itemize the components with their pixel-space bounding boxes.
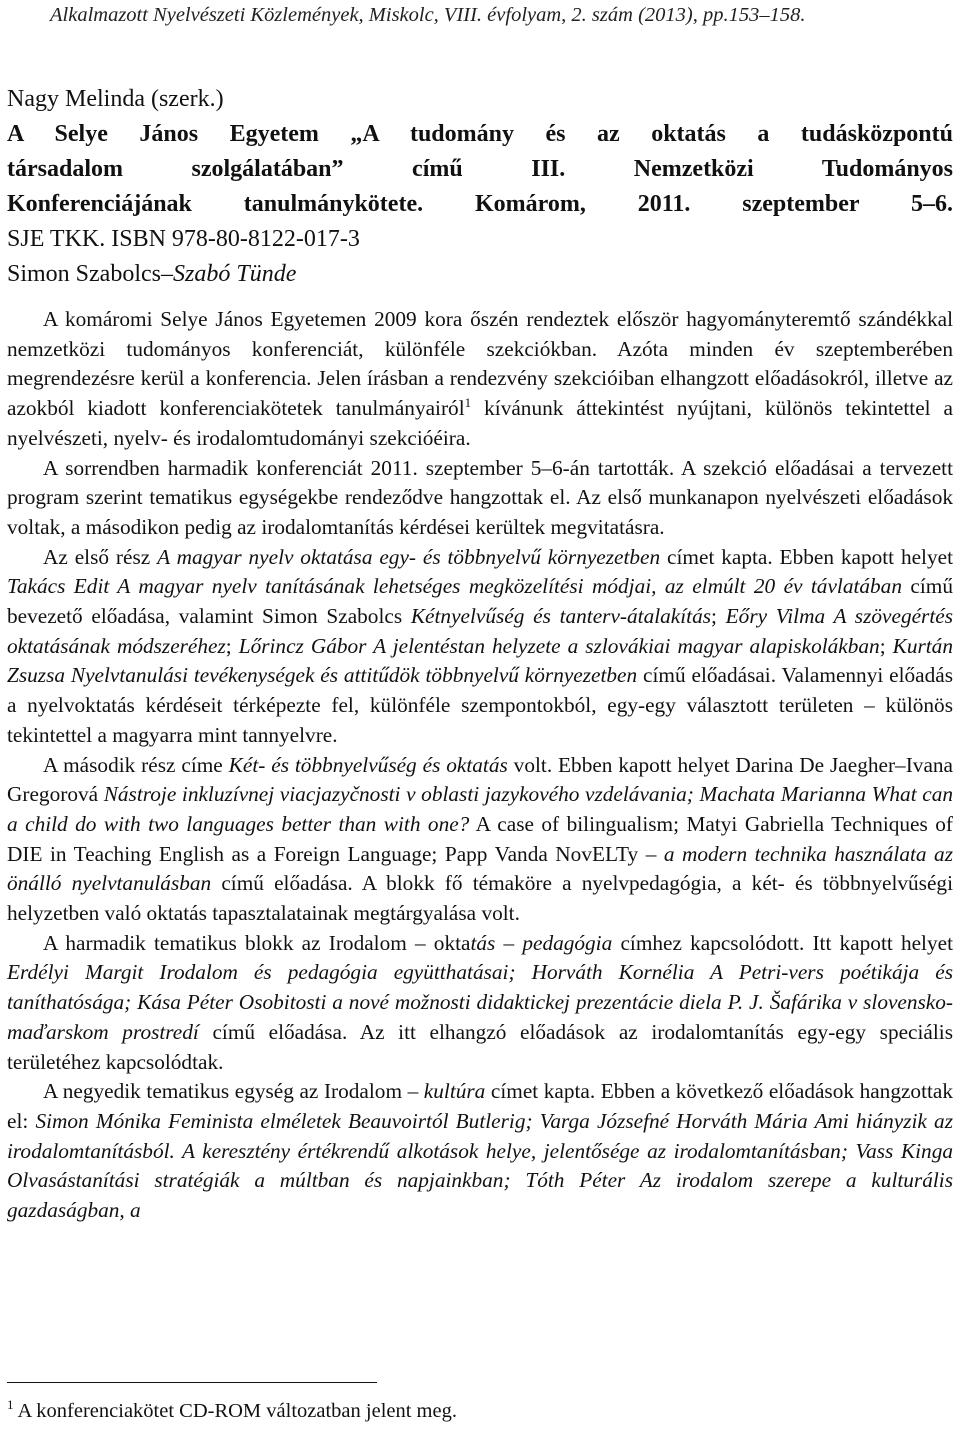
paragraph-4: [7, 751, 953, 929]
text-run: című előadása. A blokk fő témaköre a nyelvpedagógia, a két- és többnyelvűségi helyzetben való oktatás tapasztalatainak megtárgyalása volt.: [7, 871, 953, 926]
text-run: A magyar nyelv oktatása egy- és többnyelvű környezetben: [157, 544, 661, 569]
text-run: címet kapta. Ebben a következő előadások hangzottak el:: [7, 1079, 953, 1133]
footnote-text: A konferenciakötet CD-ROM változatban jelent meg.: [13, 1400, 457, 1422]
text-run: A negyedik tematikus egység az Irodalom –: [43, 1079, 424, 1104]
text-run: Eőry Vilma A szövegértés oktatásának módszeréhez: [7, 604, 953, 658]
text-run: címet kapta. Ebben kapott helyet: [660, 544, 953, 569]
text-run: A case of bilingualism; Matyi Gabriella Techniques of DIE in Teaching English as a Foreign Language; Papp Vanda NovELTy: [7, 811, 954, 866]
text-run: Erdélyi Margit Irodalom és pedagógia együtthatásai; Horváth Kornélia A Petri-vers poétikája és taníthatósága; Kása Péter Osobitosti a nové možnosti didaktickej prezentácie diela P. J. Šafárika v slovensko-maďarskom prostredí: [7, 960, 953, 1044]
author-1: Simon Szabolcs: [7, 261, 161, 287]
text-run: ;: [225, 633, 239, 658]
paragraph-1: [7, 305, 953, 454]
paragraph-1-text-cont: kívánunk áttekintést nyújtani, különös tekintettel a nyelvészeti, nyelv- és irodalomtudományi szekcióéira.: [7, 396, 953, 450]
footnote: [7, 1397, 457, 1425]
paragraph-5: [7, 929, 953, 1078]
paragraph-6: [7, 1077, 953, 1226]
text-run: című bevezető előadása, valamint Simon Szabolcs: [7, 574, 953, 629]
text-run: Kurtán Zsuzsa Nyelvtanulási tevékenységek és attitűdök többnyelvű környezetben: [7, 633, 953, 688]
paragraph-3: [7, 543, 953, 751]
text-run: című előadásai. Valamennyi előadás a nyelvoktatás kérdéseit térképezte fel, különféle szempontokból, egy-egy választott területen – különös tekintettel a magyarra mint tannyelvre.: [7, 663, 953, 747]
text-run: tás – pedagógia: [470, 930, 613, 955]
text-run: A második rész címe: [43, 752, 229, 777]
text-run: ;: [711, 604, 726, 629]
author-separator: –: [161, 261, 173, 287]
text-run: Simon Mónika Feminista elméletek Beauvoirtól Butlerig; Varga Józsefné Horváth Mária Ami hiányzik az irodalomtanításból. A keresztény értékrendű alkotások helye, jelentősége az irodalomtanításban; Vass Kinga Olvasástanítási stratégiák a múltban és napjainkban; Tóth Péter Az irodalom szerepe a kulturális gazdaságban, a: [7, 1108, 953, 1223]
footnote-number: 1: [7, 1397, 14, 1413]
text-run: A harmadik tematikus blokk az Irodalom – okta: [43, 930, 471, 955]
text-run: Nástroje inkluzívnej viacjazyčnosti v oblasti jazykového vzdelávania; Machata Marianna What can a child do with two languages better than with one?: [7, 782, 953, 836]
publisher: SJE TKK.: [7, 226, 106, 252]
paragraph-2: A sorrendben harmadik konferenciát 2011. szeptember 5–6-án tartották. A szekció előadásai a tervezett program szerint tematikus egységekbe rendeződve hangzottak el. Az első munkanapon nyelvészeti előadások voltak, a másodikon pedig az irodalomtanítás kérdései kerültek megvitatásra.: [7, 455, 953, 539]
journal-header: Alkalmazott Nyelvészeti Közlemények, Miskolc, VIII. évfolyam, 2. szám (2013), pp.153–158.: [50, 4, 806, 26]
book-title-line-3: Konferenciájának tanulmánykötete. Komárom, 2011. szeptember 5–6.: [7, 191, 953, 217]
footnote-divider: [7, 1382, 377, 1383]
text-run: Lőrincz Gábor A jelentéstan helyzete a szlovákiai magyar alapiskolákban: [238, 633, 880, 658]
editor: Nagy Melinda (szerk.): [7, 86, 224, 112]
book-title-line-2: társadalom szolgálatában” című III. Nemzetközi Tudományos: [7, 156, 953, 182]
review-authors: [7, 257, 953, 292]
text-run: volt. Ebben kapott helyet Darina De Jaegher–Ivana Gregorová: [7, 752, 953, 807]
publication-info: [7, 222, 953, 257]
text-run: Takács Edit A magyar nyelv tanításának lehetséges megközelítési módjai, az elmúlt 20 év távlatában: [7, 574, 902, 599]
review-body: [7, 305, 953, 1226]
text-run: című előadása. Az itt elhangzó előadások az irodalomtanítás egy-egy speciális területéhez kapcsolódtak.: [7, 1019, 953, 1074]
isbn: ISBN 978-80-8122-017-3: [111, 226, 360, 252]
text-run: Kétnyelvűség és tanterv-átalakítás: [410, 604, 712, 629]
text-run: – a modern technika használata az önálló nyelvtanulásban: [7, 841, 953, 896]
paragraph-1-text: A komáromi Selye János Egyetemen 2009 kora őszén rendeztek először hagyományteremtő szándékkal nemzetközi tudományos konferenciát, különféle szekciókban. Azóta minden év szeptemberében megrendezésre kerül a konferencia. Jelen írásban a rendezvény szekcióiban elhangzott előadásokról, illetve az azokból kiadott konferenciakötetek tanulmányairól: [7, 307, 953, 421]
book-reference: [7, 82, 953, 292]
text-run: kultúra: [423, 1079, 486, 1104]
text-run: ;: [879, 633, 893, 658]
text-run: Két- és többnyelvűség és oktatás: [228, 752, 508, 777]
book-title-line-1: A Selye János Egyetem „A tudomány és az oktatás a tudásközpontú: [7, 121, 953, 147]
text-run: Az első rész: [43, 544, 158, 569]
text-run: címhez kapcsolódott. Itt kapott helyet: [612, 930, 953, 955]
author-2: Szabó Tünde: [173, 261, 297, 287]
footnote-ref: 1: [464, 395, 472, 411]
